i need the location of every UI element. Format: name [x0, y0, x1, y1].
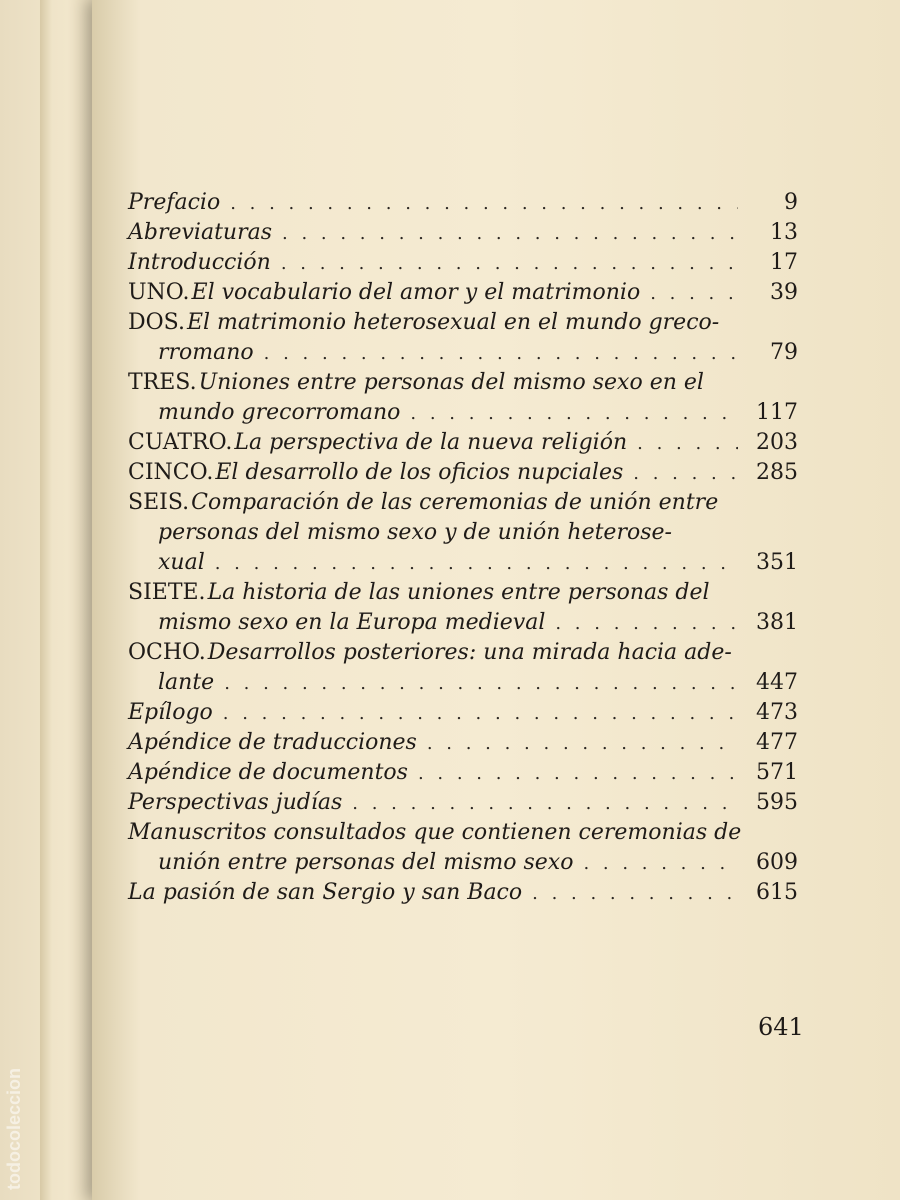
- page-number: 641: [758, 1013, 804, 1041]
- toc-entry-page: 13: [770, 220, 798, 245]
- toc-entry-page: 79: [770, 340, 798, 365]
- toc-entry-title: Abreviaturas: [128, 220, 273, 245]
- toc-entry-title: Comparación de las ceremonias de unión entre: [191, 490, 719, 515]
- toc-entry-title: El matrimonio heterosexual en el mundo greco-: [186, 310, 720, 335]
- toc-entry-page: 351: [756, 550, 798, 575]
- toc-entry-continuation: [128, 338, 798, 368]
- toc-entry-page: 447: [756, 670, 798, 695]
- toc-entry-continuation: [128, 518, 798, 548]
- toc-entry-title: La historia de las uniones entre personas del: [207, 580, 710, 605]
- chapter-number: OCHO.: [128, 640, 206, 665]
- toc-entry-page: 203: [756, 430, 798, 455]
- toc-entry-continuation: [128, 848, 798, 878]
- toc-entry-title: Apéndice de documentos: [128, 760, 408, 785]
- toc-entry-title: La pasión de san Sergio y san Baco: [128, 880, 523, 905]
- toc-entry: [128, 788, 798, 818]
- toc-entry-title: El desarrollo de los oficios nupciales: [215, 460, 624, 485]
- toc-entry-page: 9: [784, 190, 798, 215]
- chapter-number: SEIS.: [128, 490, 190, 515]
- dot-leader: [264, 339, 738, 369]
- chapter-number: UNO.: [128, 280, 190, 305]
- toc-entry-title: personas del mismo sexo y de unión heterose-: [158, 520, 672, 545]
- chapter-number: SIETE.: [128, 580, 206, 605]
- toc-entry-title: unión entre personas del mismo sexo: [158, 850, 574, 875]
- toc-entry-title: Uniones entre personas del mismo sexo en el: [198, 370, 704, 395]
- dot-leader: [215, 549, 738, 579]
- toc-entry-title: La perspectiva de la nueva religión: [234, 430, 628, 455]
- toc-entry: [128, 488, 798, 518]
- dot-leader: [555, 609, 738, 639]
- toc-entry: [128, 368, 798, 398]
- toc-entry-continuation: [128, 608, 798, 638]
- watermark: todocoleccion: [4, 1067, 24, 1190]
- page-edge: [40, 0, 52, 1200]
- dot-leader: [223, 699, 738, 729]
- dot-leader: [410, 399, 738, 429]
- toc-entry-title: Introducción: [128, 250, 271, 275]
- toc-entry: [128, 308, 798, 338]
- toc-entry-page: 615: [756, 880, 798, 905]
- dot-leader: [633, 459, 738, 489]
- toc-entry-page: 477: [756, 730, 798, 755]
- toc-entry-title: Desarrollos posteriores: una mirada hacia ade-: [207, 640, 732, 665]
- dot-leader: [583, 849, 738, 879]
- toc-entry: [128, 578, 798, 608]
- dot-leader: [224, 669, 738, 699]
- chapter-number: DOS.: [128, 310, 185, 335]
- toc-entry-page: 473: [756, 700, 798, 725]
- toc-entry-page: 595: [756, 790, 798, 815]
- toc-entry-title: Prefacio: [128, 190, 221, 215]
- toc-entry-title: El vocabulario del amor y el matrimonio: [191, 280, 641, 305]
- toc-entry: [128, 278, 798, 308]
- toc-entry-page: 571: [756, 760, 798, 785]
- toc-entry: [128, 818, 798, 848]
- toc-entry-title: mismo sexo en la Europa medieval: [158, 610, 546, 635]
- chapter-number: CINCO.: [128, 460, 214, 485]
- toc-entry-continuation: [128, 548, 798, 578]
- dot-leader: [637, 429, 738, 459]
- dot-leader: [532, 879, 738, 909]
- toc-entry: [128, 218, 798, 248]
- toc-entry-title: Perspectivas judías: [128, 790, 343, 815]
- toc-entry: [128, 188, 798, 218]
- toc-entry: [128, 878, 798, 908]
- dot-leader: [281, 249, 738, 279]
- dot-leader: [282, 219, 738, 249]
- chapter-number: TRES.: [128, 370, 197, 395]
- toc-entry-continuation: [128, 668, 798, 698]
- toc-entry-title: Manuscritos consultados que contienen ceremonias de: [128, 820, 742, 845]
- dot-leader: [427, 729, 738, 759]
- table-of-contents: [128, 188, 798, 908]
- toc-entry: [128, 248, 798, 278]
- chapter-number: CUATRO.: [128, 430, 233, 455]
- dot-leader: [418, 759, 738, 789]
- toc-entry: [128, 758, 798, 788]
- toc-entry: [128, 428, 798, 458]
- toc-entry-page: 285: [756, 460, 798, 485]
- toc-entry: [128, 638, 798, 668]
- toc-entry-page: 117: [756, 400, 798, 425]
- toc-entry-page: 381: [756, 610, 798, 635]
- toc-entry: [128, 458, 798, 488]
- toc-entry-title: Epílogo: [128, 700, 213, 725]
- toc-entry-page: 39: [770, 280, 798, 305]
- dot-leader: [650, 279, 738, 309]
- toc-entry: [128, 728, 798, 758]
- toc-entry-title: rromano: [158, 340, 254, 365]
- toc-entry-continuation: [128, 398, 798, 428]
- toc-entry-title: lante: [158, 670, 215, 695]
- toc-entry-page: 17: [770, 250, 798, 275]
- toc-entry-title: xual: [158, 550, 205, 575]
- dot-leader: [352, 789, 738, 819]
- toc-entry-title: mundo grecorromano: [158, 400, 401, 425]
- toc-entry-page: 609: [756, 850, 798, 875]
- dot-leader: [230, 189, 738, 219]
- toc-entry: [128, 698, 798, 728]
- toc-entry-title: Apéndice de traducciones: [128, 730, 417, 755]
